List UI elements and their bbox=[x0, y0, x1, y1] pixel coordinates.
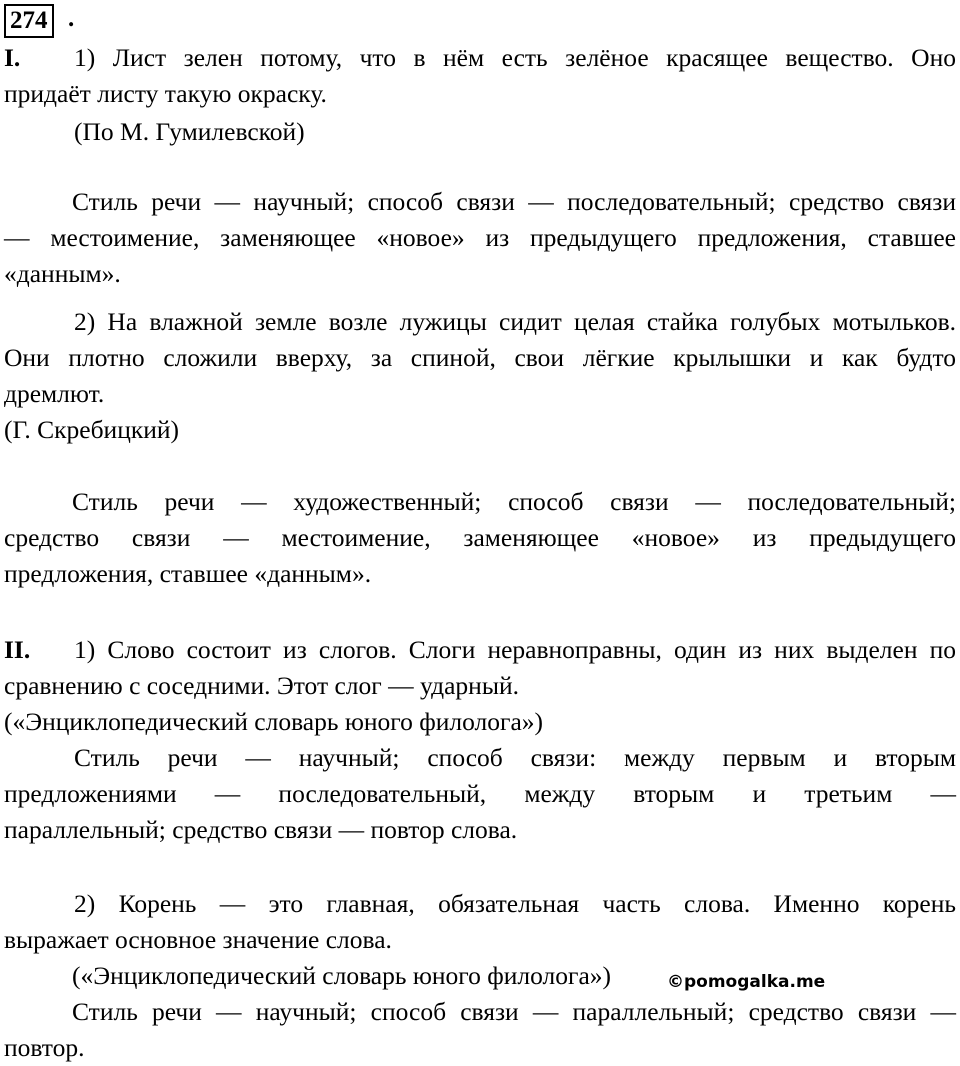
watermark: ©pomogalka.me bbox=[667, 972, 826, 992]
part1-item2-line3: дремлют. bbox=[4, 379, 105, 408]
part2-item2-analysis-line1: Стиль речи — научный; способ связи — параллельный; средство связи — bbox=[72, 997, 956, 1026]
part2-item1-analysis-line3: параллельный; средство связи — повтор слова. bbox=[4, 815, 518, 844]
part1-item2-analysis-line1: Стиль речи — художественный; способ связи — последовательный; bbox=[72, 487, 956, 516]
part1-item1-analysis-line1: Стиль речи — научный; способ связи — последовательный; средство связи bbox=[72, 187, 956, 216]
part1-item2-line1: 2) На влажной земле возле лужицы сидит целая стайка голубых мотыльков. bbox=[74, 307, 956, 336]
exercise-number-dot: . bbox=[68, 5, 75, 32]
part2-item1-source: («Энциклопедический словарь юного филолога») bbox=[4, 707, 544, 736]
part-1-label: I. bbox=[4, 43, 21, 72]
part2-item2-line2: выражает основное значение слова. bbox=[4, 925, 392, 954]
part2-item2-line1: 2) Корень — это главная, обязательная часть слова. Именно корень bbox=[74, 889, 956, 918]
part1-item2-analysis-line2: средство связи — местоимение, заменяющее «новое» из предыдущего bbox=[4, 523, 956, 552]
part2-item1-analysis-line2: предложениями — последовательный, между вторым и третьим — bbox=[4, 779, 956, 808]
part-2-label: II. bbox=[4, 635, 31, 664]
part1-item2-source: (Г. Скребицкий) bbox=[4, 415, 180, 444]
part2-item1-line1: 1) Слово состоит из слогов. Слоги неравноправны, один из них выделен по bbox=[74, 635, 956, 664]
part1-item1-analysis-line3: «данным». bbox=[4, 259, 121, 288]
part2-item2-analysis-line2: повтор. bbox=[4, 1033, 85, 1062]
part1-item1-line1: 1) Лист зелен потому, что в нём есть зелёное красящее вещество. Оно bbox=[74, 43, 956, 72]
part2-item1-analysis-line1: Стиль речи — научный; способ связи: между первым и вторым bbox=[74, 743, 956, 772]
part1-item2-line2: Они плотно сложили вверху, за спиной, свои лёгкие крылышки и как будто bbox=[4, 343, 956, 372]
part2-item1-line2: сравнению с соседними. Этот слог — ударный. bbox=[4, 671, 519, 700]
exercise-number: 274 bbox=[4, 4, 54, 38]
part1-item1-source: (По М. Гумилевской) bbox=[74, 117, 305, 146]
part1-item2-analysis-line3: предложения, ставшее «данным». bbox=[4, 559, 372, 588]
part2-item2-source: («Энциклопедический словарь юного филолога») bbox=[72, 961, 612, 990]
part1-item1-line2: придаёт листу такую окраску. bbox=[4, 79, 327, 108]
part1-item1-analysis-line2: — местоимение, заменяющее «новое» из предыдущего предложения, ставшее bbox=[4, 223, 956, 252]
